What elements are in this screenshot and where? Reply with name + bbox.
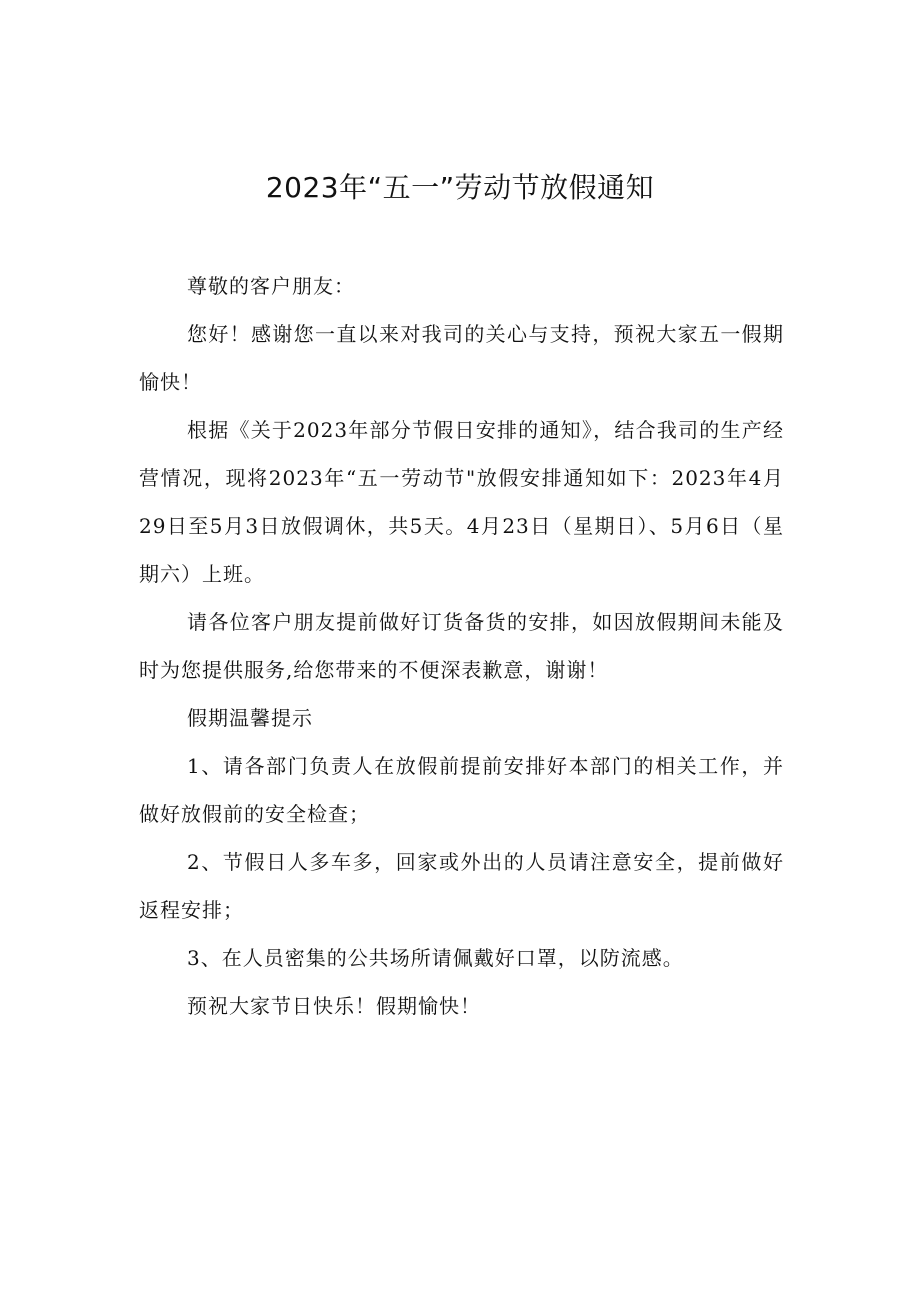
closing-paragraph: 预祝大家节日快乐！假期愉快！ <box>187 994 481 1018</box>
tip-item-3: 3、在人员密集的公共场所请佩戴好口罩，以防流感。 <box>187 946 684 970</box>
document-title: 2023年“五一”劳动节放假通知 <box>265 171 655 204</box>
schedule-paragraph: 根据《关于2023年部分节假日安排的通知》，结合我司的生产经营情况，现将2023年“五一劳动节"放假安排通知如下：2023年4月29日至5月3日放假调休，共5天。4月23日（星期日）、5月6日（星期六）上班。 <box>139 418 784 586</box>
tip-item-2: 2、节假日人多车多，回家或外出的人员请注意安全，提前做好返程安排； <box>139 850 784 922</box>
apology-paragraph: 请各位客户朋友提前做好订货备货的安排，如因放假期间未能及时为您提供服务,给您带来的不便深表歉意，谢谢！ <box>139 610 784 682</box>
greeting-paragraph: 尊敬的客户朋友： <box>187 274 355 298</box>
document-body <box>139 262 784 1030</box>
thanks-paragraph: 您好！感谢您一直以来对我司的关心与支持，预祝大家五一假期愉快！ <box>139 322 784 394</box>
tips-heading: 假期温馨提示 <box>187 706 313 730</box>
tip-item-1: 1、请各部门负责人在放假前提前安排好本部门的相关工作，并做好放假前的安全检查； <box>139 754 784 826</box>
